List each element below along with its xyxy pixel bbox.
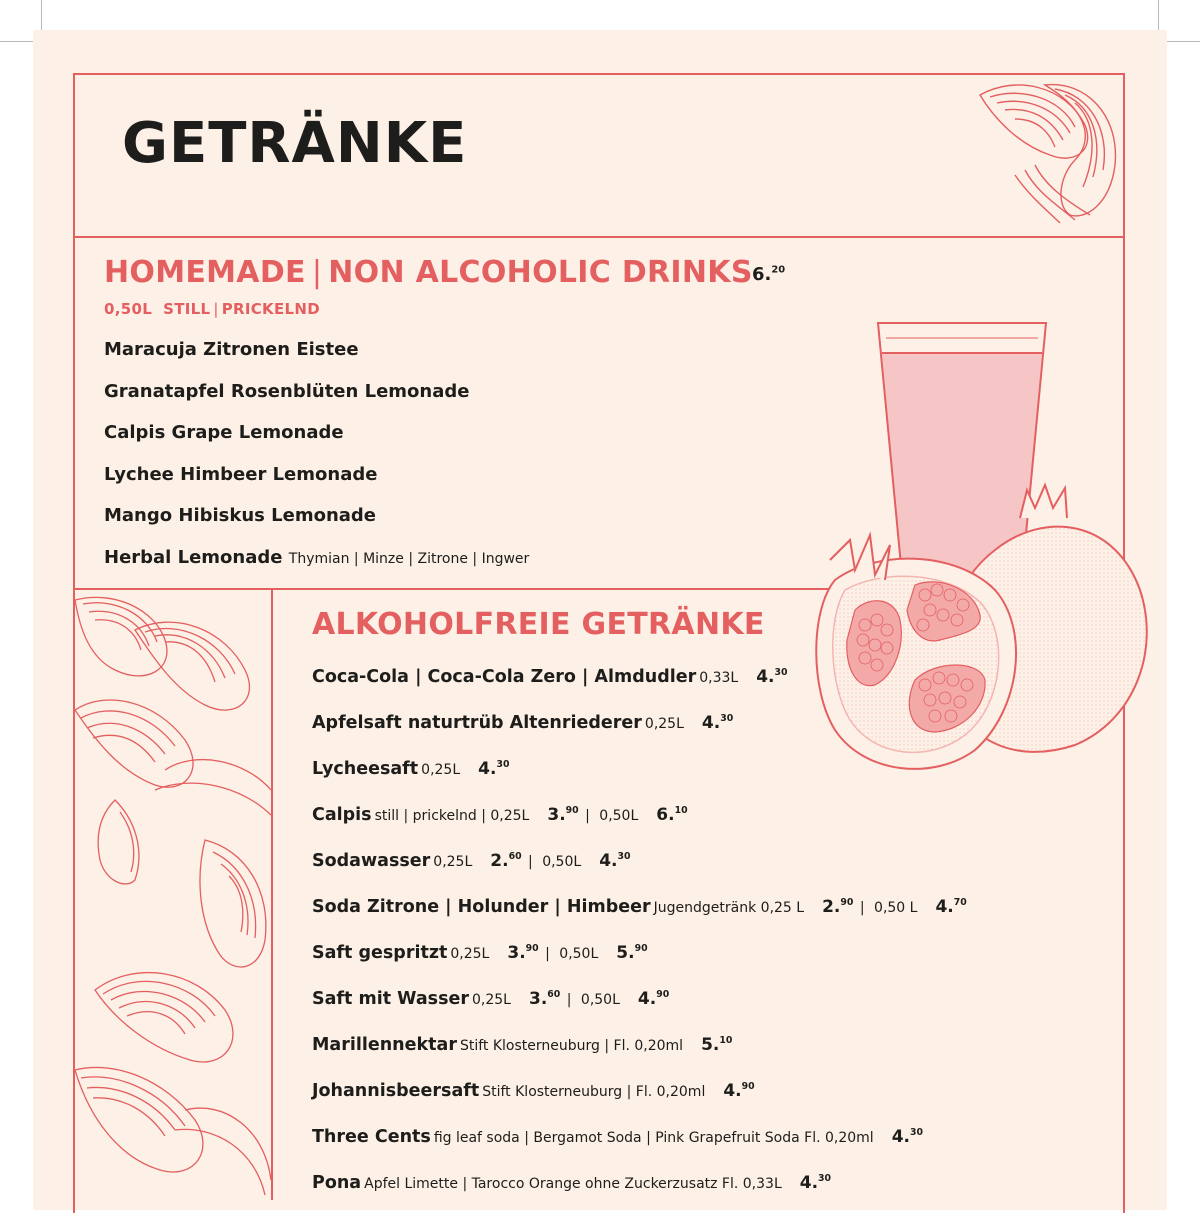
list-item (312, 752, 967, 798)
list-item (104, 337, 529, 379)
price-main: 4. (599, 851, 618, 871)
price-main: 5. (701, 1035, 720, 1055)
item-name: Marillennektar (312, 1035, 457, 1055)
homemade-heading (104, 255, 753, 290)
list-item (104, 420, 529, 462)
homemade-heading-right: NON ALCOHOLIC DRINKS (328, 255, 753, 290)
price-main: 3. (547, 805, 566, 825)
list-item (312, 844, 967, 890)
flower-petal-icon (975, 75, 1125, 225)
item-name: Maracuja Zitronen Eistee (104, 339, 359, 360)
price-cents: 90 (656, 989, 670, 1000)
item-price-2 (638, 989, 669, 1009)
item-size: 0,25L (472, 992, 511, 1008)
subheading-right: PRICKELND (221, 300, 320, 318)
item-size: 0,25L (433, 854, 473, 870)
crop-mark-right-horizontal (1167, 41, 1200, 42)
alkoholfrei-heading: ALKOHOLFREIE GETRÄNKE (312, 607, 765, 642)
price-cents: 30 (774, 667, 788, 678)
item-size: 0,25L (450, 946, 490, 962)
item-size: Jugendgetränk 0,25 L (653, 900, 805, 916)
item-size: Stift Klosterneuburg | Fl. 0,20ml (482, 1084, 706, 1100)
item-name: Coca-Cola | Coca-Cola Zero | Almdudler (312, 667, 697, 687)
item-name: Lychee Himbeer Lemonade (104, 463, 378, 485)
list-item (312, 1074, 967, 1120)
price-main: 4. (723, 1081, 742, 1101)
price-cents: 30 (496, 759, 510, 770)
price-cents: 70 (953, 897, 967, 908)
item-price (490, 851, 521, 871)
price-main: 2. (490, 851, 509, 871)
item-size-2: 0,50 L (874, 900, 918, 916)
item-name: Calpis (312, 805, 372, 825)
price-cents: 90 (565, 805, 579, 816)
item-price (702, 713, 733, 733)
item-name: Saft mit Wasser (312, 989, 469, 1009)
item-size: fig leaf soda | Bergamot Soda | Pink Grapefruit Soda Fl. 0,20ml (433, 1130, 874, 1146)
item-size-2: 0,50L (559, 946, 599, 962)
price-cents: 10 (674, 805, 688, 816)
item-price-2 (616, 943, 647, 963)
item-size: 0,25L (421, 762, 461, 778)
alkoholfrei-list (312, 660, 967, 1212)
item-price (822, 897, 853, 917)
item-price-2 (656, 805, 687, 825)
subheading-separator: | (213, 300, 219, 318)
price-cents: 20 (771, 264, 786, 276)
price-cents: 60 (508, 851, 522, 862)
item-name: Apfelsaft naturtrüb Altenriederer (312, 713, 642, 733)
list-item (312, 890, 967, 936)
item-name: Mango Hibiskus Lemonade (104, 505, 377, 527)
homemade-list (104, 337, 529, 587)
item-size: 0,25L (644, 716, 684, 732)
item-price (547, 805, 578, 825)
price-separator: | (580, 808, 595, 824)
item-name: Three Cents (312, 1127, 431, 1147)
list-item (312, 798, 967, 844)
price-main: 3. (528, 989, 548, 1009)
price-main: 4. (478, 759, 497, 779)
price-main: 4. (637, 989, 657, 1009)
price-main: 4. (935, 897, 954, 917)
list-item (312, 936, 967, 982)
item-price (507, 943, 538, 963)
list-item (104, 379, 529, 421)
item-price (701, 1035, 732, 1055)
item-name: Saft gespritzt (312, 943, 448, 963)
crop-mark-left-horizontal (0, 41, 33, 42)
item-price-2 (599, 851, 630, 871)
item-price-2 (935, 897, 966, 917)
price-main: 6. (656, 805, 675, 825)
item-size-2: 0,50L (542, 854, 582, 870)
item-size: still | prickelnd | 0,25L (374, 808, 530, 824)
price-cents: 90 (634, 943, 648, 954)
item-name: Calpis Grape Lemonade (104, 422, 344, 444)
price-cents: 30 (720, 713, 734, 724)
item-size: Apfel Limette | Tarocco Orange ohne Zuckerzusatz Fl. 0,33L (364, 1176, 782, 1192)
price-main: 4. (799, 1173, 819, 1193)
list-item (312, 1120, 967, 1166)
item-price (756, 667, 787, 687)
homemade-price (752, 264, 785, 285)
price-separator: | (562, 992, 576, 1008)
price-main: 5. (616, 943, 635, 963)
list-item (312, 706, 967, 752)
item-size-2: 0,50L (599, 808, 639, 824)
price-cents: 90 (840, 897, 854, 908)
list-item (312, 982, 967, 1028)
price-main: 4. (891, 1127, 910, 1147)
item-price (892, 1127, 923, 1147)
item-name: Soda Zitrone | Holunder | Himbeer (312, 897, 651, 917)
price-separator: | (855, 900, 870, 916)
list-item (104, 462, 529, 504)
price-main: 6. (752, 264, 772, 285)
list-item (312, 1166, 967, 1212)
item-name: Granatapfel Rosenblüten Lemonade (104, 380, 470, 402)
price-main: 4. (756, 667, 775, 687)
flower-swirl-icon (75, 590, 271, 1202)
price-cents: 30 (909, 1127, 923, 1138)
item-size-2: 0,50L (580, 992, 620, 1008)
heading-separator: | (311, 255, 323, 290)
list-item (312, 660, 967, 706)
item-name: Pona (312, 1173, 362, 1193)
item-detail: Thymian | Minze | Zitrone | Ingwer (288, 550, 530, 567)
list-item (312, 1028, 967, 1074)
price-cents: 10 (719, 1035, 733, 1046)
item-price (478, 759, 509, 779)
column-divider (271, 588, 273, 1200)
item-size: 0,33L (699, 670, 739, 686)
price-cents: 30 (617, 851, 631, 862)
item-name: Herbal Lemonade (104, 546, 283, 568)
item-name: Johannisbeersaft (312, 1081, 480, 1101)
item-price (723, 1081, 754, 1101)
item-size: Stift Klosterneuburg | Fl. 0,20ml (459, 1038, 684, 1054)
item-price (529, 989, 560, 1009)
price-main: 3. (507, 943, 526, 963)
price-main: 2. (822, 897, 841, 917)
list-item (104, 545, 529, 587)
page-title: GETRÄNKE (122, 111, 468, 176)
subheading-left: 0,50L STILL (104, 300, 211, 318)
price-separator: | (540, 946, 555, 962)
homemade-subheading (104, 300, 320, 318)
price-main: 4. (701, 713, 721, 733)
item-name: Lycheesaft (312, 759, 419, 779)
price-cents: 30 (818, 1173, 832, 1184)
item-name: Sodawasser (312, 851, 431, 871)
price-cents: 90 (741, 1081, 755, 1092)
price-cents: 90 (525, 943, 539, 954)
price-cents: 60 (547, 989, 561, 1000)
crop-mark-left-vertical (41, 0, 42, 30)
title-divider (73, 236, 1125, 238)
price-separator: | (523, 854, 538, 870)
homemade-heading-left: HOMEMADE (104, 255, 306, 290)
list-item (104, 503, 529, 545)
item-price (800, 1173, 831, 1193)
crop-mark-right-vertical (1158, 0, 1159, 30)
